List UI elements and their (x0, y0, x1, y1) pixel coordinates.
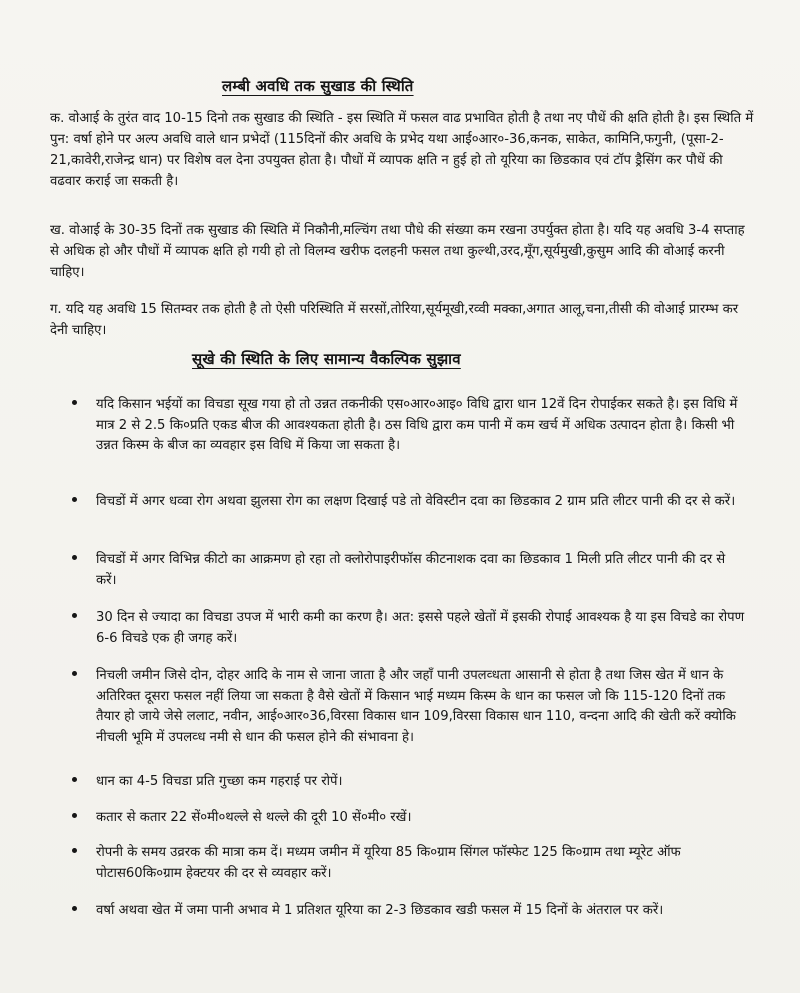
bullet-icon (72, 671, 77, 676)
list-item-text: यदि किसान भईयों का विचडा सूख गया हो तो उन्नत तकनीकी एस०आर०आइ० विधि द्वारा धान 12वें दिन रोपाईकर सकते है। इस विधि में मात्र 2 से 2.5 कि०प्रति एकड बीज की आवश्यकता होती है। ठस विधि द्वारा कम पानी में कम खर्च में अधिक उत्पादन होता है। किसी भी उन्नत किस्म के बीज का व्यवहार इस विधि में किया जा सकता है। (96, 397, 738, 453)
section-heading-suggestions: सूखे की स्थिति के लिए सामान्य वैकल्पिक सुझाव (192, 350, 461, 368)
bullet-icon (72, 813, 77, 818)
list-item-text: वर्षा अथवा खेत में जमा पानी अभाव मे 1 प्रतिशत यूरिया का 2-3 छिडकाव खडी फसल में 15 दिनों के अंतराल पर करें। (96, 903, 664, 918)
list-item-text: विचडों में अगर विभिन्न कीटो का आक्रमण हो रहा तो क्लोरोपाइरीफॉस कीटनाशक दवा का छिडकाव 1 मिली प्रति लीटर पानी की दर से करें। (96, 552, 726, 588)
list-item-text: रोपनी के समय उव्ररक की मात्रा कम दें। मध्यम जमीन में यूरिया 85 कि०ग्राम सिंगल फॉस्फेट 125 कि०ग्राम तथा म्यूरेट ऑफ पोटास60कि०ग्राम हेक्टयर की दर से व्यवहार करें। (96, 845, 681, 881)
list-item-text: कतार से कतार 22 सें०मी०थल्ले से थल्ले की दूरी 10 सें०मी० रखें। (96, 810, 412, 825)
list-item-text: विचडों में अगर धव्वा रोग अथवा झुलसा रोग का लक्षण दिखाई पडे तो वेविस्टीन दवा का छिडकाव 2 ग्राम प्रति लीटर पानी की दर से करें। (96, 494, 736, 509)
bullet-icon (72, 497, 77, 502)
paragraph-ga: ग. यदि यह अवधि 15 सितम्वर तक होती है तो ऐसी परिस्थिति में सरसों,तोरिया,सूर्यमूखी,रव्वी मक्का,अगात आलू,चना,तीसी की वोआई प्रारम्भ कर देनी चाहिए। (50, 302, 739, 338)
paragraph-ka: क. वोआई के तुरंत वाद 10-15 दिनो तक सुखाड की स्थिति - इस स्थिति में फसल वाढ प्रभावित होती है तथा नए पौधें की क्षति होती है। इस स्थिति में पुन: वर्षा होने पर अल्प अवधि वाले धान प्रभेदों (115दिनों कीर अवधि के प्रभेद यथा आई०आर०-36,कनक, साकेत, कामिनि,फगुनी, (पूसा-2-21,कावेरी,राजेन्द्र धान) पर विशेष वल देना उपयुक्त होता है। पौधों में व्यापक क्षति न हुई हो तो यूरिया का छिडकाव एवं टॉप ड्रैसिंग कर पौधें की वढवार कराई जा सकती है। (50, 111, 754, 189)
section-heading-long-drought: लम्बी अवधि तक सुखाड की स्थिति (222, 77, 414, 95)
list-item-text: 30 दिन से ज्यादा का विचडा उपज में भारी कमी का करण है। अत: इससे पहले खेतों में इसकी रोपाई आवश्यक है या इस विचडे का रोपण 6-6 विचडे एक ही जगह करें। (96, 610, 745, 646)
paragraph-kha: ख. वोआई के 30-35 दिनों तक सुखाड की स्थिति में निकौनी,मल्चिंग तथा पौधे की संख्या कम रखना उपर्युक्त होता है। यदि यह अवधि 3-4 सप्ताह से अधिक हो और पौधों में व्यापक क्षति हो गयी हो तो विलम्व खरीफ दलहनी फसल तथा कुल्थी,उरद,मूँग,सूर्यमुखी,कुसुम आदि की वोआई करनी चाहिए। (50, 223, 745, 280)
bullet-icon (72, 613, 77, 618)
bullet-icon (72, 777, 77, 782)
bullet-icon (72, 848, 77, 853)
bullet-icon (72, 906, 77, 911)
bullet-icon (72, 400, 77, 405)
list-item-text: निचली जमीन जिसे दोन, दोहर आदि के नाम से जाना जाता है और जहाँ पानी उपलव्धता आसानी से होता है तथा जिस खेत में धान के अतिरिक्त दूसरा फसल नहीं लिया जा सकता है वैसे खेतों में किसान भाई मध्यम किस्म के धान का फसल जो कि 115-120 दिनों तक तैयार हो जाये जेसे ललाट, नवीन, आई०आर०36,विरसा विकास धान 109,विरसा विकास धान 110, वन्दना आदि की खेती करें क्योकि नीचली भूमि में उपलव्ध नमी से धान की फसल होने की संभावना हे। (96, 668, 736, 745)
list-item-text: धान का 4-5 विचडा प्रति गुच्छा कम गहराई पर रोपें। (96, 774, 343, 789)
bullet-icon (72, 555, 77, 560)
